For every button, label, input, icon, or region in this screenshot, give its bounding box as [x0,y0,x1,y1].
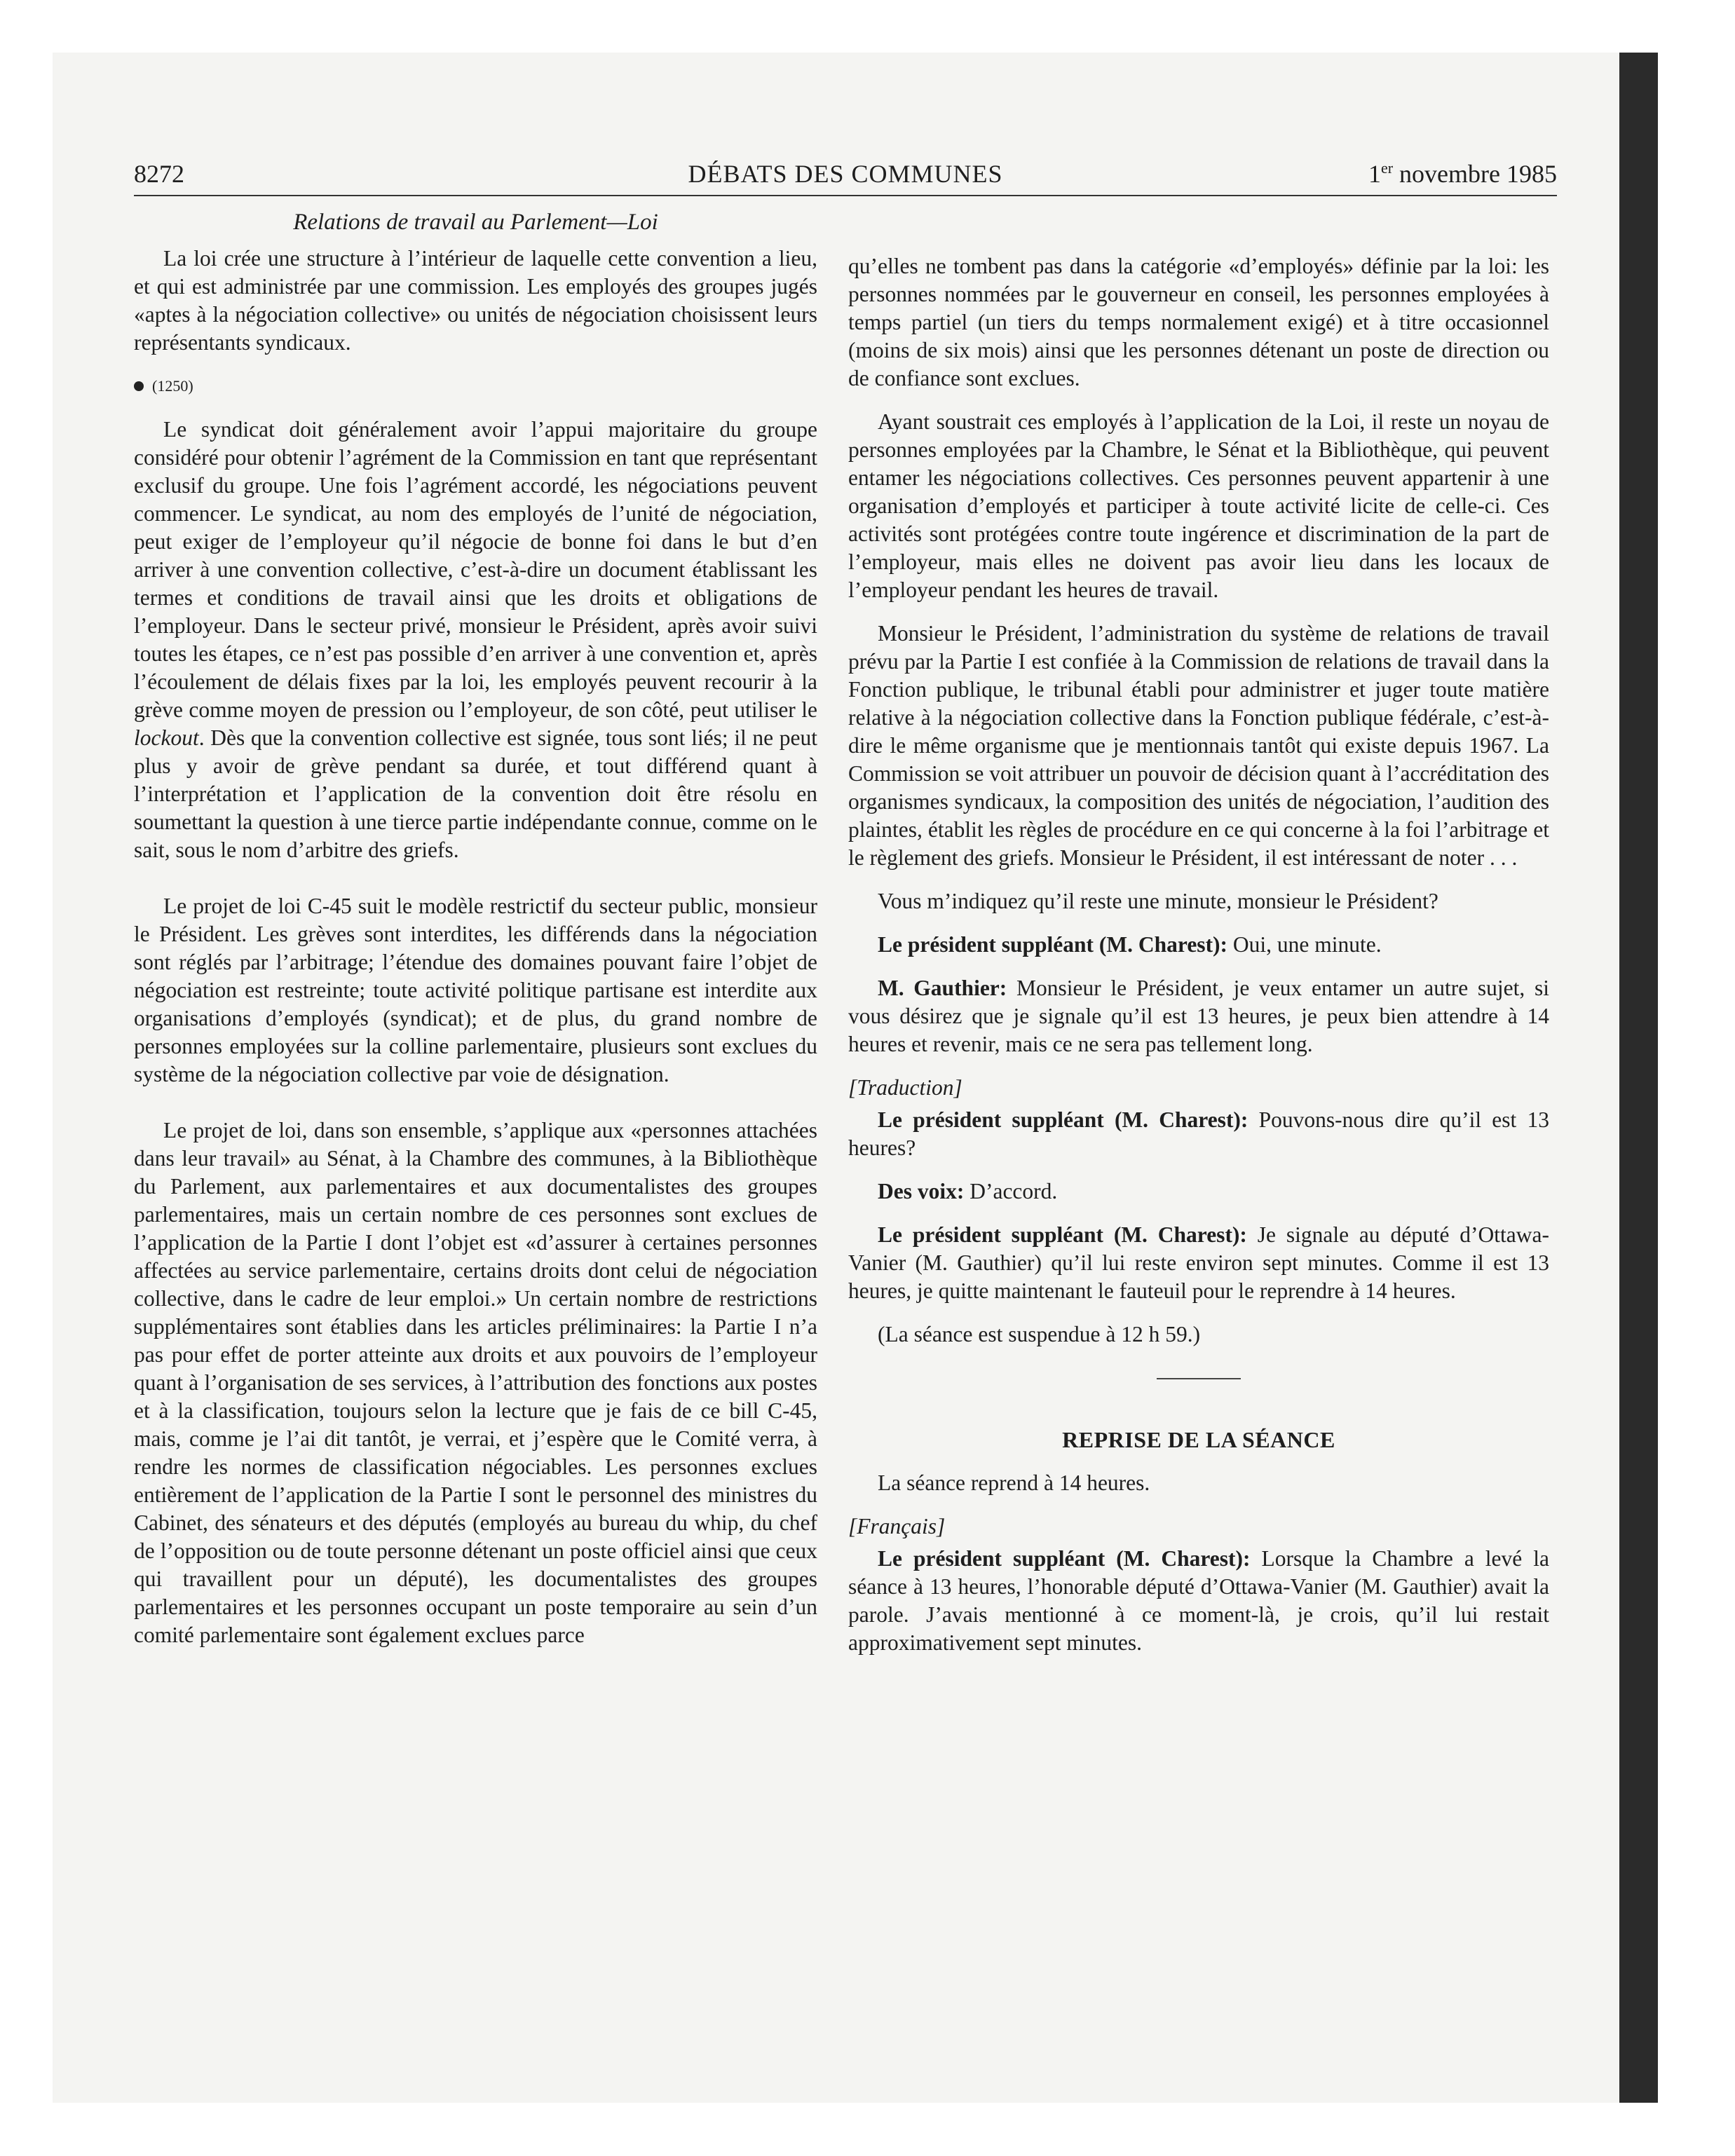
bullet-icon [134,381,144,391]
speech [848,1106,1549,1162]
paragraph: Le projet de loi, dans son ensemble, s’applique aux «personnes attachées dans leur travail» au Sénat, à la Chambre des communes, à la Bibliothèque du Parlement, aux parlementaires et aux documentalistes des groupes parlementaires, mais un certain nombre de ces personnes sont exclues de l’application de la Partie I dont l’objet est «d’assurer à certaines personnes affectées au service parlementaire, certains droits dont celui de négociation collective, dans le cadre de leur emploi.» Un certain nombre de restrictions supplémentaires sont établies dans les articles préliminaires: la Partie I n’a pas pour effet de porter atteinte aux droits et aux pouvoirs de l’employeur quant à l’organisation de ses services, à l’attribution des fonctions aux postes et à la classification, toujours selon la lecture que je fais de ce bill C-45, mais, comme je l’ai dit tantôt, je verrai, et j’espère que le Comité verra, à rendre les normes de classification négociables. Les personnes exclues entièrement de l’application de la Partie I sont le personnel des ministres du Cabinet, des sénateurs et des députés (employés au bureau du whip, du chef de l’opposition ou de toute personne détenant un poste officiel ainsi que ceux qui travaillent pour un député), les documentalistes des groupes parlementaires et les personnes occupant un poste temporaire au sein d’un comité parlementaire sont également exclues parce [134,1118,817,1647]
page-number: 8272 [134,160,184,188]
language-tag: [Français] [848,1514,946,1538]
speech [848,974,1549,1058]
header-rule [134,195,1557,196]
time-marker-label: (1250) [152,377,193,395]
paragraph: Ayant soustrait ces employés à l’application de la Loi, il reste un noyau de personnes employées par la Chambre, le Sénat et la Bibliothèque, qui peuvent entamer les négociations collectives. Ces personnes peuvent appartenir à une organisation d’employés et participer à toute activité licite de celle-ci. Ces activités sont protégées contre toute ingérence et discrimination de la part de l’employeur, mais elles ne doivent pas avoir lieu dans les locaux de l’employeur pendant les heures de travail. [848,409,1549,602]
speaker-name: Le président suppléant (M. Charest): [878,1107,1248,1132]
scan-edge-shadow [1619,53,1658,2103]
date-ordinal: er [1380,159,1394,177]
paragraph: La loi crée une structure à l’intérieur de laquelle cette convention a lieu, et qui est administrée par une commission. Les employés des groupes jugés «aptes à la négociation collective» ou unités de négociation choisissent leurs représentants syndicaux. [134,246,817,355]
paragraph: Vous m’indiquez qu’il reste une minute, monsieur le Président? [878,889,1438,913]
running-subheading: Relations de travail au Parlement—Loi [293,210,658,235]
speech-text: D’accord. [964,1179,1058,1203]
speech-text: Lorsque la Chambre a levé la séance à 13 heures, l’honorable député d’Ottawa-Vanier (M. Gauthier) avait la parole. J’avais mentionné à ce moment-là, je crois, qu’il lui restait approximativement sept minutes. [848,1546,1549,1655]
speech-text: Pouvons-nous dire qu’il est 13 heures? [848,1107,1549,1160]
date-day: 1 [1368,160,1381,188]
language-tag: [Traduction] [848,1075,962,1100]
right-column [848,252,1549,1672]
paragraph: Monsieur le Président, l’administration du système de relations de travail prévu par la Partie I est confiée à la Commission de relations de travail dans la Fonction publique, le tribunal établi pour administrer et juger toute matière relative à la négociation collective dans la Fonction publique fédérale, c’est-à-dire le même organisme que je mentionnais tantôt qui existe depuis 1967. La Commission se voit attribuer un pouvoir de décision quant à l’accréditation des organismes syndicaux, la composition des unités de négociation, l’audition des plaintes, établit les règles de procédure en ce qui concerne à la foi l’arbitrage et le règlement des griefs. Monsieur le Président, il est intéressant de noter . . . [848,621,1549,870]
page-header [134,159,1557,196]
speech-text: Oui, une minute. [1227,932,1382,957]
speech [848,931,1549,959]
section-divider [1157,1378,1241,1379]
issue-date [1368,159,1557,189]
time-marker [134,372,817,400]
speaker-name: Le président suppléant (M. Charest): [878,932,1228,957]
italic-term: lockout [134,725,199,750]
speaker-name: M. Gauthier: [878,976,1007,1000]
paragraph: qu’elles ne tombent pas dans la catégorie «d’employés» définie par la loi: les personnes nommées par le gouverneur en conseil, les personnes employées à temps partiel (un tiers du temps normalement exigé) et à titre occasionnel (moins de six mois) ainsi que les personnes détenant un poste de direction ou de confiance sont exclues. [848,254,1549,390]
date-month-year: novembre 1985 [1393,160,1557,188]
speech-text: Je signale au député d’Ottawa-Vanier (M. Gauthier) qu’il lui reste environ sept minutes. Comme il est 13 heures, je quitte maintenant le fauteuil pour le reprendre à 14 heures. [848,1222,1549,1303]
speaker-name: Le président suppléant (M. Charest): [878,1222,1247,1247]
speech [848,1221,1549,1305]
speaker-name: Des voix: [878,1179,965,1203]
paragraph-text: . Dès que la convention collective est signée, tous sont liés; il ne peut plus y avoir de grève pendant sa durée, et tout différend quant à l’interprétation et l’application de la convention doit être résolu en soumettant la question à une tierce partie indépendante connue, comme on le sait, sous le nom d’arbitre des griefs. [134,725,817,862]
speaker-name: Le président suppléant (M. Charest): [878,1546,1251,1571]
paragraph-text: Le syndicat doit généralement avoir l’appui majoritaire du groupe considéré pour obtenir l’agrément de la Commission en tant que représentant exclusif du groupe. Une fois l’agrément accordé, les négociations peuvent commencer. Le syndicat, au nom des employés de l’unité de négociation, peut exiger de l’employeur qu’il négocie de bonne foi dans le but d’en arriver à une convention collective, c’est-à-dire un document établissant les termes et conditions de travail ainsi que les droits et obligations de l’employeur. Dans le secteur privé, monsieur le Président, après avoir suivi toutes les étapes, ce n’est pas possible d’en arriver à une convention et, après l’écoulement de délais fixes par la loi, les employés peuvent recourir à la grève comme moyen de pression ou l’employeur, de son côté, peut utiliser le [134,417,817,722]
paragraph [134,416,817,864]
section-heading: REPRISE DE LA SÉANCE [1062,1427,1335,1452]
left-column [134,208,817,1665]
paragraph: Le projet de loi C-45 suit le modèle restrictif du secteur public, monsieur le Président. Les grèves sont interdites, les différends dans la négociation sont réglés par l’arbitrage; l’étendue des domaines pouvant faire l’objet de négociation est restreinte; toute activité politique partisane est interdite aux organisations d’employés (syndicat); et de plus, du grand nombre de personnes employées sur la colline parlementaire, plusieurs sont exclues du système de la négociation collective par voie de désignation. [134,894,817,1086]
paragraph: La séance reprend à 14 heures. [878,1471,1150,1495]
suspension-note: (La séance est suspendue à 12 h 59.) [878,1322,1201,1346]
speech [848,1178,1549,1206]
publication-title: DÉBATS DES COMMUNES [688,160,1003,188]
speech [848,1545,1549,1657]
speech-text: Monsieur le Président, je veux entamer un autre sujet, si vous désirez que je signale qu’il est 13 heures, je peux bien attendre à 14 heures et revenir, mais ce ne sera pas tellement long. [848,976,1549,1056]
